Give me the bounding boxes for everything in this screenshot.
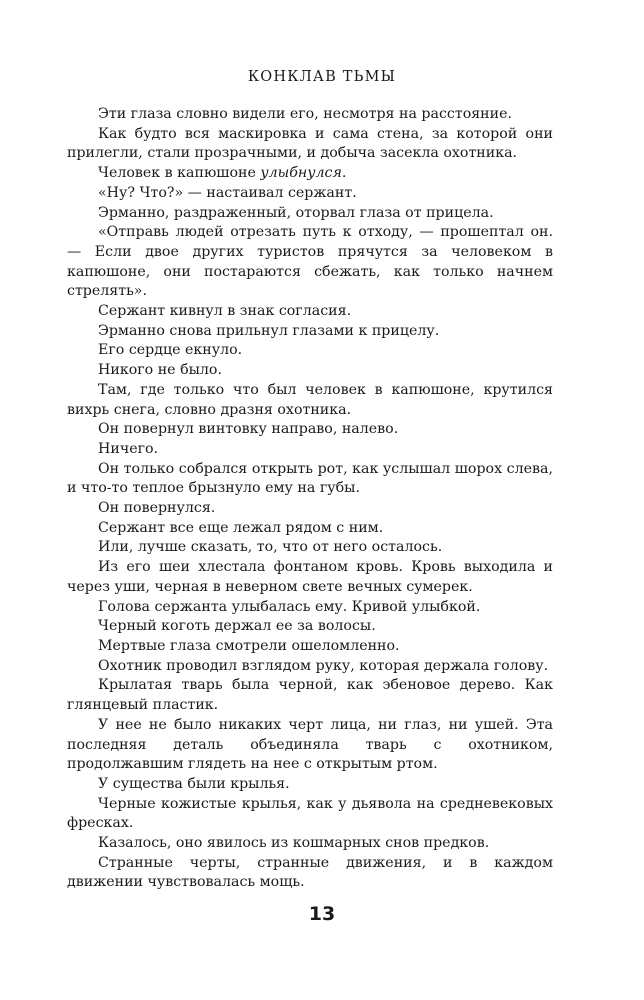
- paragraph: Или, лучше сказать, то, что от него осталось.: [98, 539, 443, 556]
- paragraph: Эрманно снова прильнул глазами к прицелу.: [98, 322, 440, 339]
- paragraph: У существа были крылья.: [98, 775, 290, 792]
- paragraph: «Ну? Что?» — настаивал сержант.: [98, 184, 357, 201]
- paragraph-text: Человек в капюшоне: [98, 165, 261, 182]
- paragraph: Как будто вся маскировка и сама стена, за которой они прилегли, стали прозрачными, и добыча засекла охотника.: [67, 125, 553, 162]
- paragraph: Сержант все еще лежал рядом с ним.: [98, 519, 384, 536]
- paragraph: Там, где только что был человек в капюшоне, крутился вихрь снега, словно дразня охотника.: [67, 381, 553, 418]
- body-text: [67, 105, 553, 893]
- paragraph: Мертвые глаза смотрели ошеломленно.: [98, 637, 400, 654]
- paragraph: Охотник проводил взглядом руку, которая держала голову.: [98, 657, 549, 674]
- running-header: КОНКЛАВ ТЬМЫ: [247, 69, 397, 85]
- paragraph: Его сердце екнуло.: [98, 342, 243, 359]
- paragraph: Казалось, оно явилось из кошмарных снов предков.: [98, 835, 490, 852]
- paragraph-text: .: [341, 165, 347, 182]
- paragraph: Черные кожистые крылья, как у дьявола на средневековых фресках.: [67, 795, 553, 832]
- paragraph: Он только собрался открыть рот, как услышал шорох слева, и что-то теплое брызнуло ему на губы.: [67, 460, 553, 497]
- paragraph: Ничего.: [98, 440, 159, 457]
- paragraph: Странные черты, странные движения, и в каждом движении чувствовалась мощь.: [67, 854, 553, 891]
- paragraph: Сержант кивнул в знак согласия.: [98, 303, 352, 320]
- paragraph: Никого не было.: [98, 362, 222, 379]
- paragraph: Крылатая тварь была черной, как эбеновое дерево. Как глянцевый пластик.: [67, 677, 553, 714]
- page-number: 13: [308, 903, 336, 925]
- paragraph: Голова сержанта улыбалась ему. Кривой улыбкой.: [98, 598, 481, 615]
- paragraph: «Отправь людей отрезать путь к отходу, — прошептал он. — Если двое других туристов прячутся за человеком в капюшоне, они постараются сбежать, как только начнем стрелять».: [67, 224, 553, 300]
- paragraph: Он повернулся.: [98, 500, 216, 517]
- paragraph: [67, 164, 553, 184]
- paragraph: Черный коготь держал ее за волосы.: [98, 618, 376, 635]
- paragraph: У нее не было никаких черт лица, ни глаз, ни ушей. Эта последняя деталь объединяла тварь с охотником, продолжавшим глядеть на нее с открытым ртом.: [67, 716, 553, 773]
- paragraph: Эрманно, раздраженный, оторвал глаза от прицела.: [98, 204, 494, 221]
- paragraph: Из его шеи хлестала фонтаном кровь. Кровь выходила и через уши, черная в неверном свете вечных сумерек.: [67, 559, 553, 595]
- italic-word: улыбнулся: [260, 165, 342, 182]
- paragraph: Он повернул винтовку направо, налево.: [98, 421, 399, 438]
- paragraph: Эти глаза словно видели его, несмотря на расстояние.: [98, 106, 513, 122]
